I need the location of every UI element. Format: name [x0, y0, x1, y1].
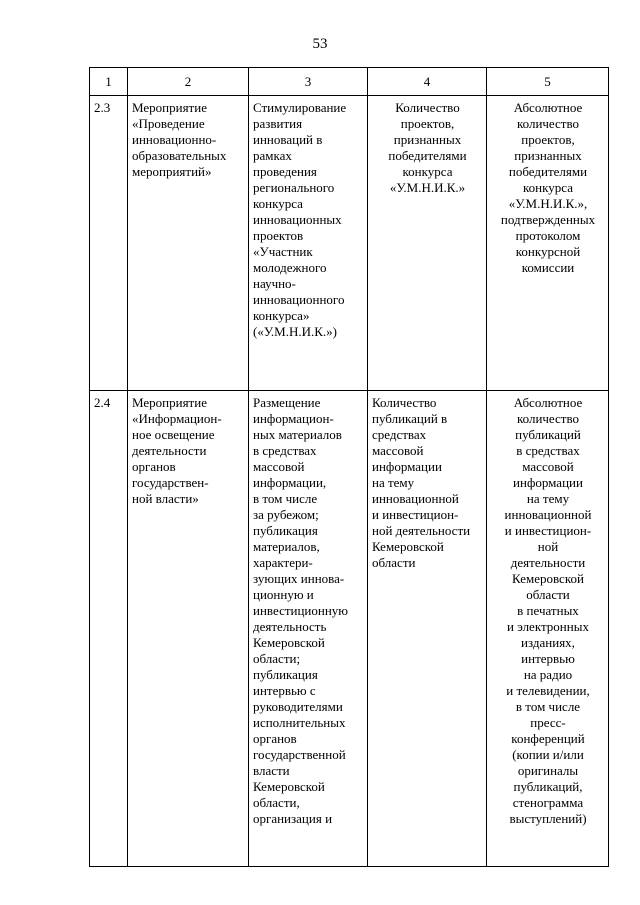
column-number-5: 5 [487, 68, 609, 96]
row-number: 2.4 [90, 391, 128, 867]
column-number-1: 1 [90, 68, 128, 96]
row-number: 2.3 [90, 96, 128, 391]
calculation-method-cell: Абсолютное количество проектов, признанных победителями конкурса «У.М.Н.И.К.», подтвержденных протоколом конкурсной комиссии [487, 96, 609, 391]
column-number-2: 2 [128, 68, 249, 96]
indicator-cell: Количество проектов, признанных победителями конкурса «У.М.Н.И.К.» [368, 96, 487, 391]
event-name-cell: Мероприятие «Проведение инновационно- образовательных мероприятий» [128, 96, 249, 391]
indicator-cell: Количество публикаций в средствах массовой информации на тему инновационной и инвестицион- ной деятельности Кемеровской области [368, 391, 487, 867]
table-row [90, 391, 609, 867]
table-header-row [90, 68, 609, 96]
event-content-cell: Размещение информацион- ных материалов в средствах массовой информации, в том числе за рубежом; публикация материалов, характери- зующих иннова- ционную и инвестиционную деятельность Кемеровской области; публикация интервью с руководителями исполнительных органов государственной власти Кемеровской области, организация и [249, 391, 368, 867]
calculation-method-cell: Абсолютное количество публикаций в средствах массовой информации на тему инновационной и инвестицион- ной деятельности Кемеровской области в печатных и электронных изданиях, интервью на радио и телевидении, в том числе пресс- конференций (копии и/или оригиналы публикаций, стенограмма выступлений) [487, 391, 609, 867]
table-row [90, 96, 609, 391]
event-content-cell: Стимулирование развития инноваций в рамках проведения регионального конкурса инновационных проектов «Участник молодежного научно- инновационного конкурса» («У.М.Н.И.К.») [249, 96, 368, 391]
measures-table [89, 67, 609, 867]
page-number: 53 [312, 36, 328, 52]
event-name-cell: Мероприятие «Информацион- ное освещение деятельности органов государствен- ной власти» [128, 391, 249, 867]
column-number-3: 3 [249, 68, 368, 96]
column-number-4: 4 [368, 68, 487, 96]
